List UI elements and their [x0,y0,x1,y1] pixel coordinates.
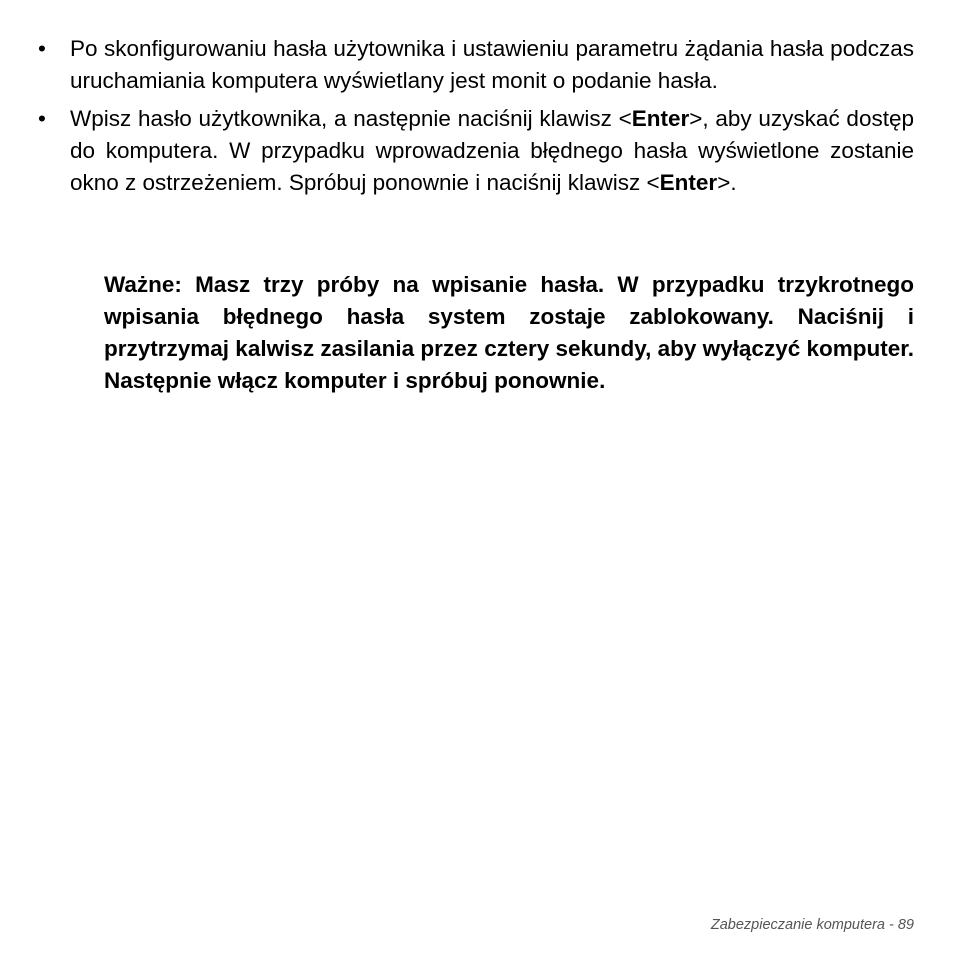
bullet-mark: • [38,36,46,61]
bullet-mark: • [38,106,46,131]
bullet-item-enter-password [38,103,914,199]
bullet-text [70,106,914,195]
key-enter: Enter [659,170,718,195]
bullet-item-password-prompt [38,33,914,97]
page-footer: Zabezpieczanie komputera - 89 [710,917,914,933]
bullet-text-part: Wpisz hasło użytkownika, a następnie naciśnij klawisz < [70,106,632,131]
bullet-text: Po skonfigurowaniu hasła użytownika i ustawieniu parametru żądania hasła podczas uruchamiania komputera wyświetlany jest monit o podanie hasła. [70,36,914,93]
bullet-list [38,33,914,205]
key-enter: Enter [631,106,690,131]
bullet-text-part: >. [717,170,737,195]
bullet-text-part: >, aby uzyskać dostęp do komputera. W przypadku wprowadzenia błędnego hasła wyświetlone zostanie okno z ostrzeżeniem. Spróbuj ponownie i naciśnij klawisz < [70,106,914,195]
important-note: Ważne: Masz trzy próby na wpisanie hasła. W przypadku trzykrotnego wpisania błędnego hasła system zostaje zablokowany. Naciśnij i przytrzymaj kalwisz zasilania przez cztery sekundy, aby wyłączyć komputer. Następnie włącz komputer i spróbuj ponownie. [104,272,914,393]
